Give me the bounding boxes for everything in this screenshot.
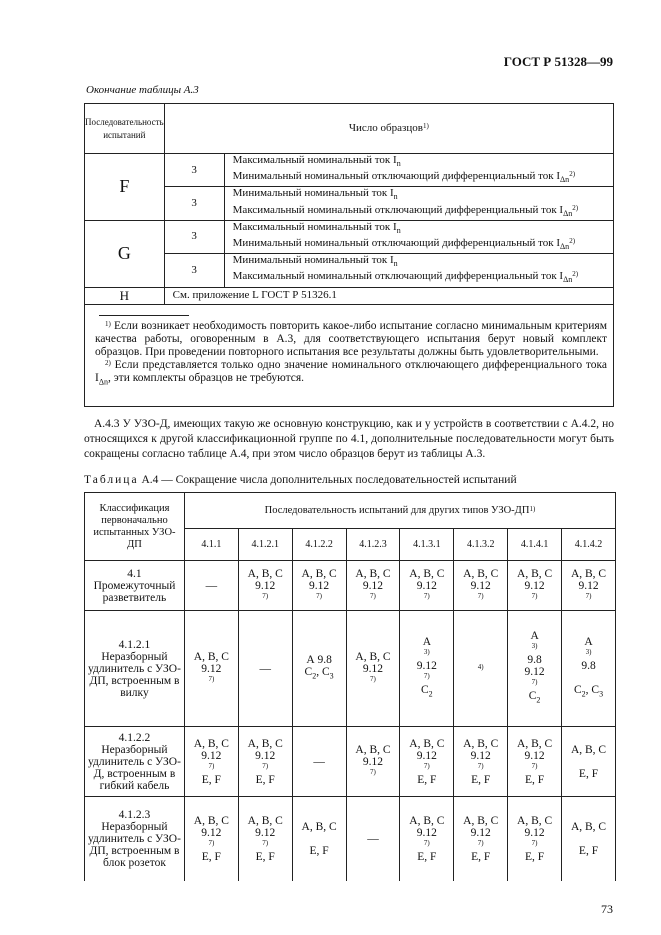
a4-cell: А, В, С 9.12 $^{7)}$ (346, 611, 400, 727)
a4-cell: А $^{3)}$ 9.12 $^{7)}$ $С_2$ (400, 611, 454, 727)
a3-seq-h-text: См. приложение L ГОСТ Р 51326.1 (164, 287, 613, 304)
a4-subcol-header: 4.1.1 (184, 529, 238, 561)
a3-description: Максимальный номинальный ток $I_n$ Минимальный номинальный отключающий дифференциальный ток $I_{\Delta n}^{2)}$ (224, 154, 613, 187)
a4-cell: А, В, С 9.12 $^{7)}$ Е, F (508, 727, 562, 797)
a4-subcol-header: 4.1.4.1 (508, 529, 562, 561)
a4-cell: А, В, С Е, F (562, 797, 616, 881)
a4-cell: А, В, С 9.12 $^{7)}$ (454, 561, 508, 611)
a4-cell: 4) (454, 611, 508, 727)
a4-cell: А, В, С 9.12 $^{7)}$ Е, F (238, 797, 292, 881)
a4-row-classification: 4.1.2.2 Неразборный удлинитель с УЗО-Д, встроенным в гибкий кабель (85, 727, 185, 797)
a4-classification-header: Классификация первоначально испытанных УЗО-ДП (85, 493, 185, 561)
a4-cell: А $^{3)}$ 9.8 $С_2$, $С_3$ (562, 611, 616, 727)
a3-seq-g: G (85, 220, 165, 287)
a3-description: Минимальный номинальный ток $I_n$ Максимальный номинальный отключающий дифференциальный ток $I_{\Delta n}^{2)}$ (224, 187, 613, 220)
a4-subcol-header: 4.1.4.2 (562, 529, 616, 561)
a3-seq-h: H (85, 287, 165, 304)
a3-samples-header: Число образцов$^{1)}$ (164, 104, 613, 154)
a3-footnotes (85, 304, 614, 406)
footnote-2: $^{2)}$ Если представляется только одно значение номинального отключающего дифференциального тока $I_{\Delta n}$, эти комплекты образцов не требуются. (95, 358, 608, 386)
a4-subcol-header: 4.1.2.1 (238, 529, 292, 561)
a4-cell: — (346, 797, 400, 881)
a4-cell: А, В, С Е, F (562, 727, 616, 797)
a4-subcol-header: 4.1.2.2 (292, 529, 346, 561)
table-continuation-label: Окончание таблицы А.3 (86, 84, 199, 96)
a4-cell: А, В, С 9.12 $^{7)}$ Е, F (454, 727, 508, 797)
a4-cell: А, В, С 9.12 $^{7)}$ (238, 561, 292, 611)
a3-count: 3 (164, 220, 224, 253)
a3-description: Максимальный номинальный ток $I_n$ Минимальный номинальный отключающий дифференциальный ток $I_{\Delta n}^{2)}$ (224, 220, 613, 253)
a4-cell: А, В, С 9.12 $^{7)}$ Е, F (400, 727, 454, 797)
a4-cell: А, В, С 9.12 $^{7)}$ (184, 611, 238, 727)
a4-cell: А, В, С 9.12 $^{7)}$ Е, F (508, 797, 562, 881)
a4-cell: А, В, С 9.12 $^{7)}$ (346, 727, 400, 797)
a4-subcol-header: 4.1.3.2 (454, 529, 508, 561)
a4-cell: А, В, С 9.12 $^{7)}$ Е, F (184, 797, 238, 881)
a4-cell: А 9.8 $С_2$, $С_3$ (292, 611, 346, 727)
a3-seq-header: Последовательность испытаний (85, 104, 165, 154)
a3-count: 3 (164, 254, 224, 287)
a4-cell: А $^{3)}$ 9.8 9.12 $^{7)}$ $С_2$ (508, 611, 562, 727)
a4-row-classification: 4.1.2.1 Неразборный удлинитель с УЗО-ДП, встроенным в вилку (85, 611, 185, 727)
a4-cell: — (238, 611, 292, 727)
a4-group-header: Последовательность испытаний для других типов УЗО-ДП$^{1)}$ (184, 493, 615, 529)
a4-cell: — (184, 561, 238, 611)
a4-cell: А, В, С 9.12 $^{7)}$ (508, 561, 562, 611)
a4-cell: А, В, С 9.12 $^{7)}$ Е, F (184, 727, 238, 797)
a4-cell: — (292, 727, 346, 797)
table-a4-caption: Таблица А.4 — Сокращение числа дополнительных последовательностей испытаний (84, 474, 517, 486)
table-a4 (84, 492, 616, 881)
document-header: ГОСТ Р 51328—99 (503, 54, 613, 69)
paragraph-a43: А.4.3 У УЗО-Д, имеющих такую же основную конструкцию, как и у устройств в соответствии с А.4.2, но относящихся к другой классификационной группе по 4.1, дополнительные последовательности могут быть сокращены согласно таблице А.4, при этом число образцов берут из таблицы А.3. (84, 418, 614, 460)
a3-count: 3 (164, 154, 224, 187)
a3-description: Минимальный номинальный ток $I_n$ Максимальный номинальный отключающий дифференциальный ток $I_{\Delta n}^{2)}$ (224, 254, 613, 287)
a4-cell: А, В, С 9.12 $^{7)}$ (400, 561, 454, 611)
page-number: 73 (601, 902, 613, 916)
a4-subcol-header: 4.1.2.3 (346, 529, 400, 561)
a4-cell: А, В, С Е, F (292, 797, 346, 881)
table-a3 (84, 103, 614, 407)
a4-cell: А, В, С 9.12 $^{7)}$ (562, 561, 616, 611)
table-row (85, 797, 616, 881)
a3-count: 3 (164, 187, 224, 220)
footnote-divider (99, 315, 189, 316)
a4-row-classification: 4.1 Промежуточный разветвитель (85, 561, 185, 611)
a4-cell: А, В, С 9.12 $^{7)}$ Е, F (238, 727, 292, 797)
a4-cell: А, В, С 9.12 $^{7)}$ Е, F (400, 797, 454, 881)
a4-row-classification: 4.1.2.3 Неразборный удлинитель с УЗО-ДП, встроенным в блок розеток (85, 797, 185, 881)
a4-subcol-header: 4.1.3.1 (400, 529, 454, 561)
a3-seq-f: F (85, 154, 165, 221)
table-row (85, 611, 616, 727)
a4-cell: А, В, С 9.12 $^{7)}$ (292, 561, 346, 611)
table-row (85, 727, 616, 797)
footnote-1: $^{1)}$ Если возникает необходимость повторить какое-либо испытание согласно минимальным критериям качества работы, оговоренным в А.3, для соответствующего испытания берут новый комплект образцов. При проведении повторного испытания все результаты должны быть удовлетворительными. (95, 319, 607, 358)
table-row (85, 561, 616, 611)
a4-cell: А, В, С 9.12 $^{7)}$ Е, F (454, 797, 508, 881)
a4-cell: А, В, С 9.12 $^{7)}$ (346, 561, 400, 611)
